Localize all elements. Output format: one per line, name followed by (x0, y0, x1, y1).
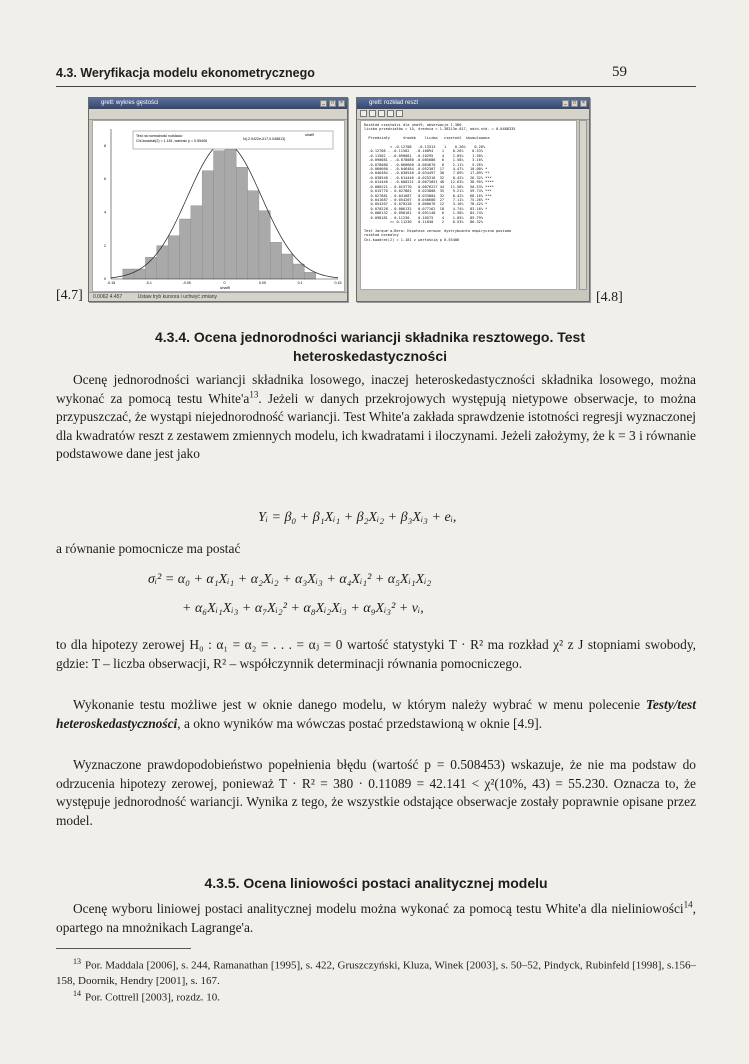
header-rule (56, 86, 696, 87)
output-line: 0.086132 - 0.098181 0.091148 6 1.58% 84.74% (364, 211, 483, 216)
output-line: Rozkład częstości dla uhat9, obserwacje 1-380 (364, 123, 462, 127)
paragraph-result: Wyznaczone prawdopodobieństwo popełnienia błędu (wartość p = 0.508453) wskazuje, że nie ma podstaw do odrzucenia hipotezy zerowej, ponieważ T · R² = 380 · 0.11089 = 42.141 < χ²(10%, 43) = 55.230. Oznacza to, że występuje jednorodność wariancji. Wynika z tego, że wszystkie odstające obserwacje zostały poprawnie opisane przez model. (56, 757, 696, 828)
histogram-bar (134, 269, 145, 279)
minimize-icon[interactable]: _ (320, 100, 327, 107)
output-line: 0.041687 - 0.054207 0.048680 27 7.11% 75.26% ** (364, 197, 490, 202)
output-line: Przedziały środek liczba częstość skumulowana (364, 136, 490, 141)
vertical-scrollbar[interactable] (579, 120, 587, 290)
histogram-bar (259, 211, 270, 279)
footnote-mark: 13 (73, 957, 81, 966)
save-icon[interactable] (360, 110, 367, 117)
output-line: < -0.12708 -0.13313 1 0.26% 0.26% (364, 145, 486, 150)
minimize-icon[interactable]: _ (562, 100, 569, 107)
output-line: -0.060660 - -0.046484 -0.052307 17 4.47% 10.00% * (364, 167, 488, 172)
figure-label-right: [4.8] (596, 290, 623, 305)
maximize-icon[interactable]: □ (330, 100, 335, 106)
output-line: 0.070228 - 0.086132 0.077162 18 4.74% 83.16% * (364, 206, 488, 211)
footnote-rule (56, 948, 191, 949)
status-coords: 0.0062 4.457 (93, 294, 123, 300)
output-line: 0.098181 - 0.11230 0.10575 4 1.05% 85.79% (364, 215, 483, 220)
histogram-bar (293, 264, 304, 279)
x-tick-label: -0.05 (182, 281, 191, 285)
paragraph-text: Ocenę jednorodności wariancji składnika losowego, inaczej heteroskedastyczności składnika losowego, można wykonać za pomocą testu White'a (56, 372, 696, 406)
frequency-window-titlebar[interactable]: gretl: rozkład reszt (357, 98, 589, 109)
histogram-bar (248, 191, 259, 279)
histogram-window-titlebar[interactable]: gretl: wykres gęstości (89, 98, 347, 109)
histogram-statusbar (89, 292, 347, 301)
output-line: -0.078080 - -0.060660 -0.064670 8 2.11% 5.26% (364, 162, 483, 167)
output-line: 0.054207 - 0.070228 0.060076 12 3.16% 78.42% * (364, 202, 488, 207)
legend-normal-label: N(-2.0422e-017,0.048813) (243, 137, 286, 141)
footnote-ref-14[interactable]: 14 (683, 899, 693, 910)
histogram-toolbar (89, 109, 347, 120)
histogram-chart (93, 121, 344, 291)
frequency-window[interactable] (356, 97, 590, 302)
paragraph-text-cont: , a okno wyników ma wówczas postać przedstawioną w oknie [4.9]. (177, 715, 543, 731)
figure-label-left: [4.7] (56, 288, 83, 303)
footnote-text: Por. Cottrell [2003], rozdz. 10. (85, 991, 221, 1004)
close-icon[interactable]: × (338, 100, 345, 107)
paragraph-white-test (56, 371, 696, 464)
x-tick-label: -0.1 (145, 281, 152, 285)
equation-aux-line2: + α₆Xᵢ₁Xᵢ₃ + α₇Xᵢ₂² + α₈Xᵢ₂Xᵢ₃ + α₉Xᵢ₃² + vᵢ, (182, 601, 424, 616)
histogram-bar (191, 206, 202, 279)
paragraph-text: Ocenę wyboru liniowej postaci analitycznej modelu można wykonać za pomocą testu White'a dla nieliniowości (73, 901, 684, 916)
section-heading-434: 4.3.4. Ocena jednorodności wariancji składnika resztowego. Test heteroskedastyczności (155, 329, 585, 364)
paragraph-text: Wykonanie testu możliwe jest w oknie danego modelu, w którym należy wybrać w menu polecenie (73, 697, 646, 712)
status-hint: Ustaw tryb kursora i uchwyć zmiany (137, 294, 218, 300)
frequency-output-text[interactable] (360, 120, 577, 290)
footnote-text: Por. Maddala [2006], s. 244, Ramanathan [1995], s. 422, Gruszczyński, Kluza, Winek [2003], s. 50–52, Pindyck, Rubinfeld [1998], s.156–158, Doornik, Hendry [2001], s. 167. (56, 959, 696, 987)
menu-command: Testy/test heteroskedastyczności (56, 697, 696, 731)
maximize-icon[interactable]: □ (572, 100, 577, 106)
output-line: Test Jarque'a-Bera: Hipoteza zerowa: dystrybuanta empiryczna posiada (364, 228, 512, 233)
x-tick-label: 0.1 (297, 281, 303, 285)
close-icon[interactable]: × (580, 100, 587, 107)
frequency-toolbar (357, 109, 589, 120)
legend-line-2: Chi-kwadrat(2) = 1.181, wartość p = 0.55406 (136, 139, 208, 143)
paragraph-hypothesis: to dla hipotezy zerowej H₀ : α₁ = α₂ = . . . = αⱼ = 0 wartość statystyki T · R² ma rozkład χ² z J stopniami swobody, gdzie: T – liczba obserwacji, R² – współczynnik determinacji równania pomocniczego. (56, 637, 696, 671)
output-line: 0.015770 - 0.027881 0.023808 35 9.21% 59.74% *** (364, 189, 492, 194)
paragraph-text-cont: . Jeżeli w danych przekrojowych występują nietypowe obserwacje, to można przypuszczać, że wystąpi niejednorodność wariancji. Test White'a zakłada sprawdzenie istotności regresji wyznaczonej dla kwadratów reszt z zestawem zmiennych modelu, ich kwadratami i iloczynami. Jeżeli założymy, że k = 3 i równanie podstawowe dane jest jako (56, 390, 696, 462)
histogram-bar (236, 167, 247, 279)
footnote-mark: 14 (73, 989, 81, 998)
y-tick-label: 2 (104, 243, 106, 248)
x-tick-label: 0.05 (258, 281, 266, 285)
plus-icon[interactable] (396, 110, 403, 117)
equation-basic: Yᵢ = β₀ + β₁Xᵢ₁ + β₂Xᵢ₂ + β₃Xᵢ₃ + eᵢ, (258, 510, 457, 525)
output-line: -0.014446 - -0.000221 -0.0073051 48 12.63% 38.95% **** (364, 180, 494, 185)
x-axis-label: uhat9 (219, 285, 231, 290)
paragraph-text-cont: , opartego na mnożnikach Lagrange'a. (56, 901, 696, 935)
output-line: liczba przedziałów = 15, średnia = 1.38213e-017, odch.std. = 0.0488335 (364, 127, 516, 132)
edit-icon[interactable] (387, 110, 394, 117)
footnote-14 (56, 986, 696, 1006)
histogram-bar (157, 246, 168, 279)
histogram-bar (168, 236, 179, 279)
footnote-13 (56, 954, 696, 989)
legend-key: uhat9 (305, 133, 314, 137)
x-tick-label: -0.15 (106, 281, 116, 285)
y-tick-label: 6 (104, 177, 106, 182)
y-tick-label: 4 (104, 210, 106, 215)
histogram-plot-area (92, 120, 345, 292)
output-line: -0.090081 - -0.078080 -0.085086 6 1.58% 3.16% (364, 158, 483, 163)
footnote-ref-13[interactable]: 13 (249, 389, 259, 400)
copy-icon[interactable] (378, 110, 385, 117)
histogram-bar (270, 242, 281, 279)
equation-aux-line1: σᵢ² = α₀ + α₁Xᵢ₁ + α₂Xᵢ₂ + α₃Xᵢ₃ + α₄Xᵢ₁² + α₅Xᵢ₁Xᵢ₂ (148, 572, 432, 587)
output-line: -0.12708 - -0.11502 -0.10894 1 0.26% 0.53% (364, 149, 483, 154)
paragraph-linearity (56, 900, 696, 937)
histogram-bar (179, 219, 190, 279)
histogram-bar (304, 272, 315, 279)
section-heading-435: 4.3.5. Ocena liniowości postaci analitycznej modelu (204, 875, 548, 891)
running-header: 4.3. Weryfikacja modelu ekonometrycznego (56, 66, 315, 80)
x-tick-label: 0 (223, 281, 226, 285)
y-tick-label: 0 (104, 277, 106, 282)
output-line: 0.027881 - 0.041687 0.033804 32 8.42% 68.16% *** (364, 193, 492, 198)
y-tick-label: 8 (104, 143, 106, 148)
x-tick-label: 0.15 (334, 281, 342, 285)
histogram-bar (214, 151, 225, 279)
paragraph-test-menu (56, 696, 696, 733)
legend-line-1: Test na normalność rozkładu: (136, 134, 183, 138)
output-line: -0.11502 - -0.090081 -0.10295 4 1.05% 1.58% (364, 153, 483, 158)
page-number: 59 (612, 64, 627, 80)
print-icon[interactable] (369, 110, 376, 117)
paragraph-aux-intro: a równanie pomocnicze ma postać (56, 541, 241, 556)
output-line: -0.000221 - 0.015770 0.0076227 44 11.58% 50.53% **** (364, 184, 494, 189)
output-line: -0.030548 - -0.014446 -0.025316 32 8.42% 26.32% *** (364, 175, 492, 180)
histogram-bar (225, 146, 236, 279)
output-line: Chi-kwadrat(2) = 1.181 z wartością p 0.55406 (364, 237, 460, 242)
output-line: >= 0.11230 0.11840 2 0.53% 86.32% (364, 219, 483, 224)
y-ticks (104, 144, 106, 281)
histogram-bar (202, 171, 213, 279)
output-line: rozkład normalny (364, 233, 399, 238)
histogram-window[interactable] (88, 97, 348, 302)
histogram-bar (282, 254, 293, 279)
output-line: -0.046484 - -0.030548 -0.034497 30 7.89% 17.89% ** (364, 171, 490, 176)
